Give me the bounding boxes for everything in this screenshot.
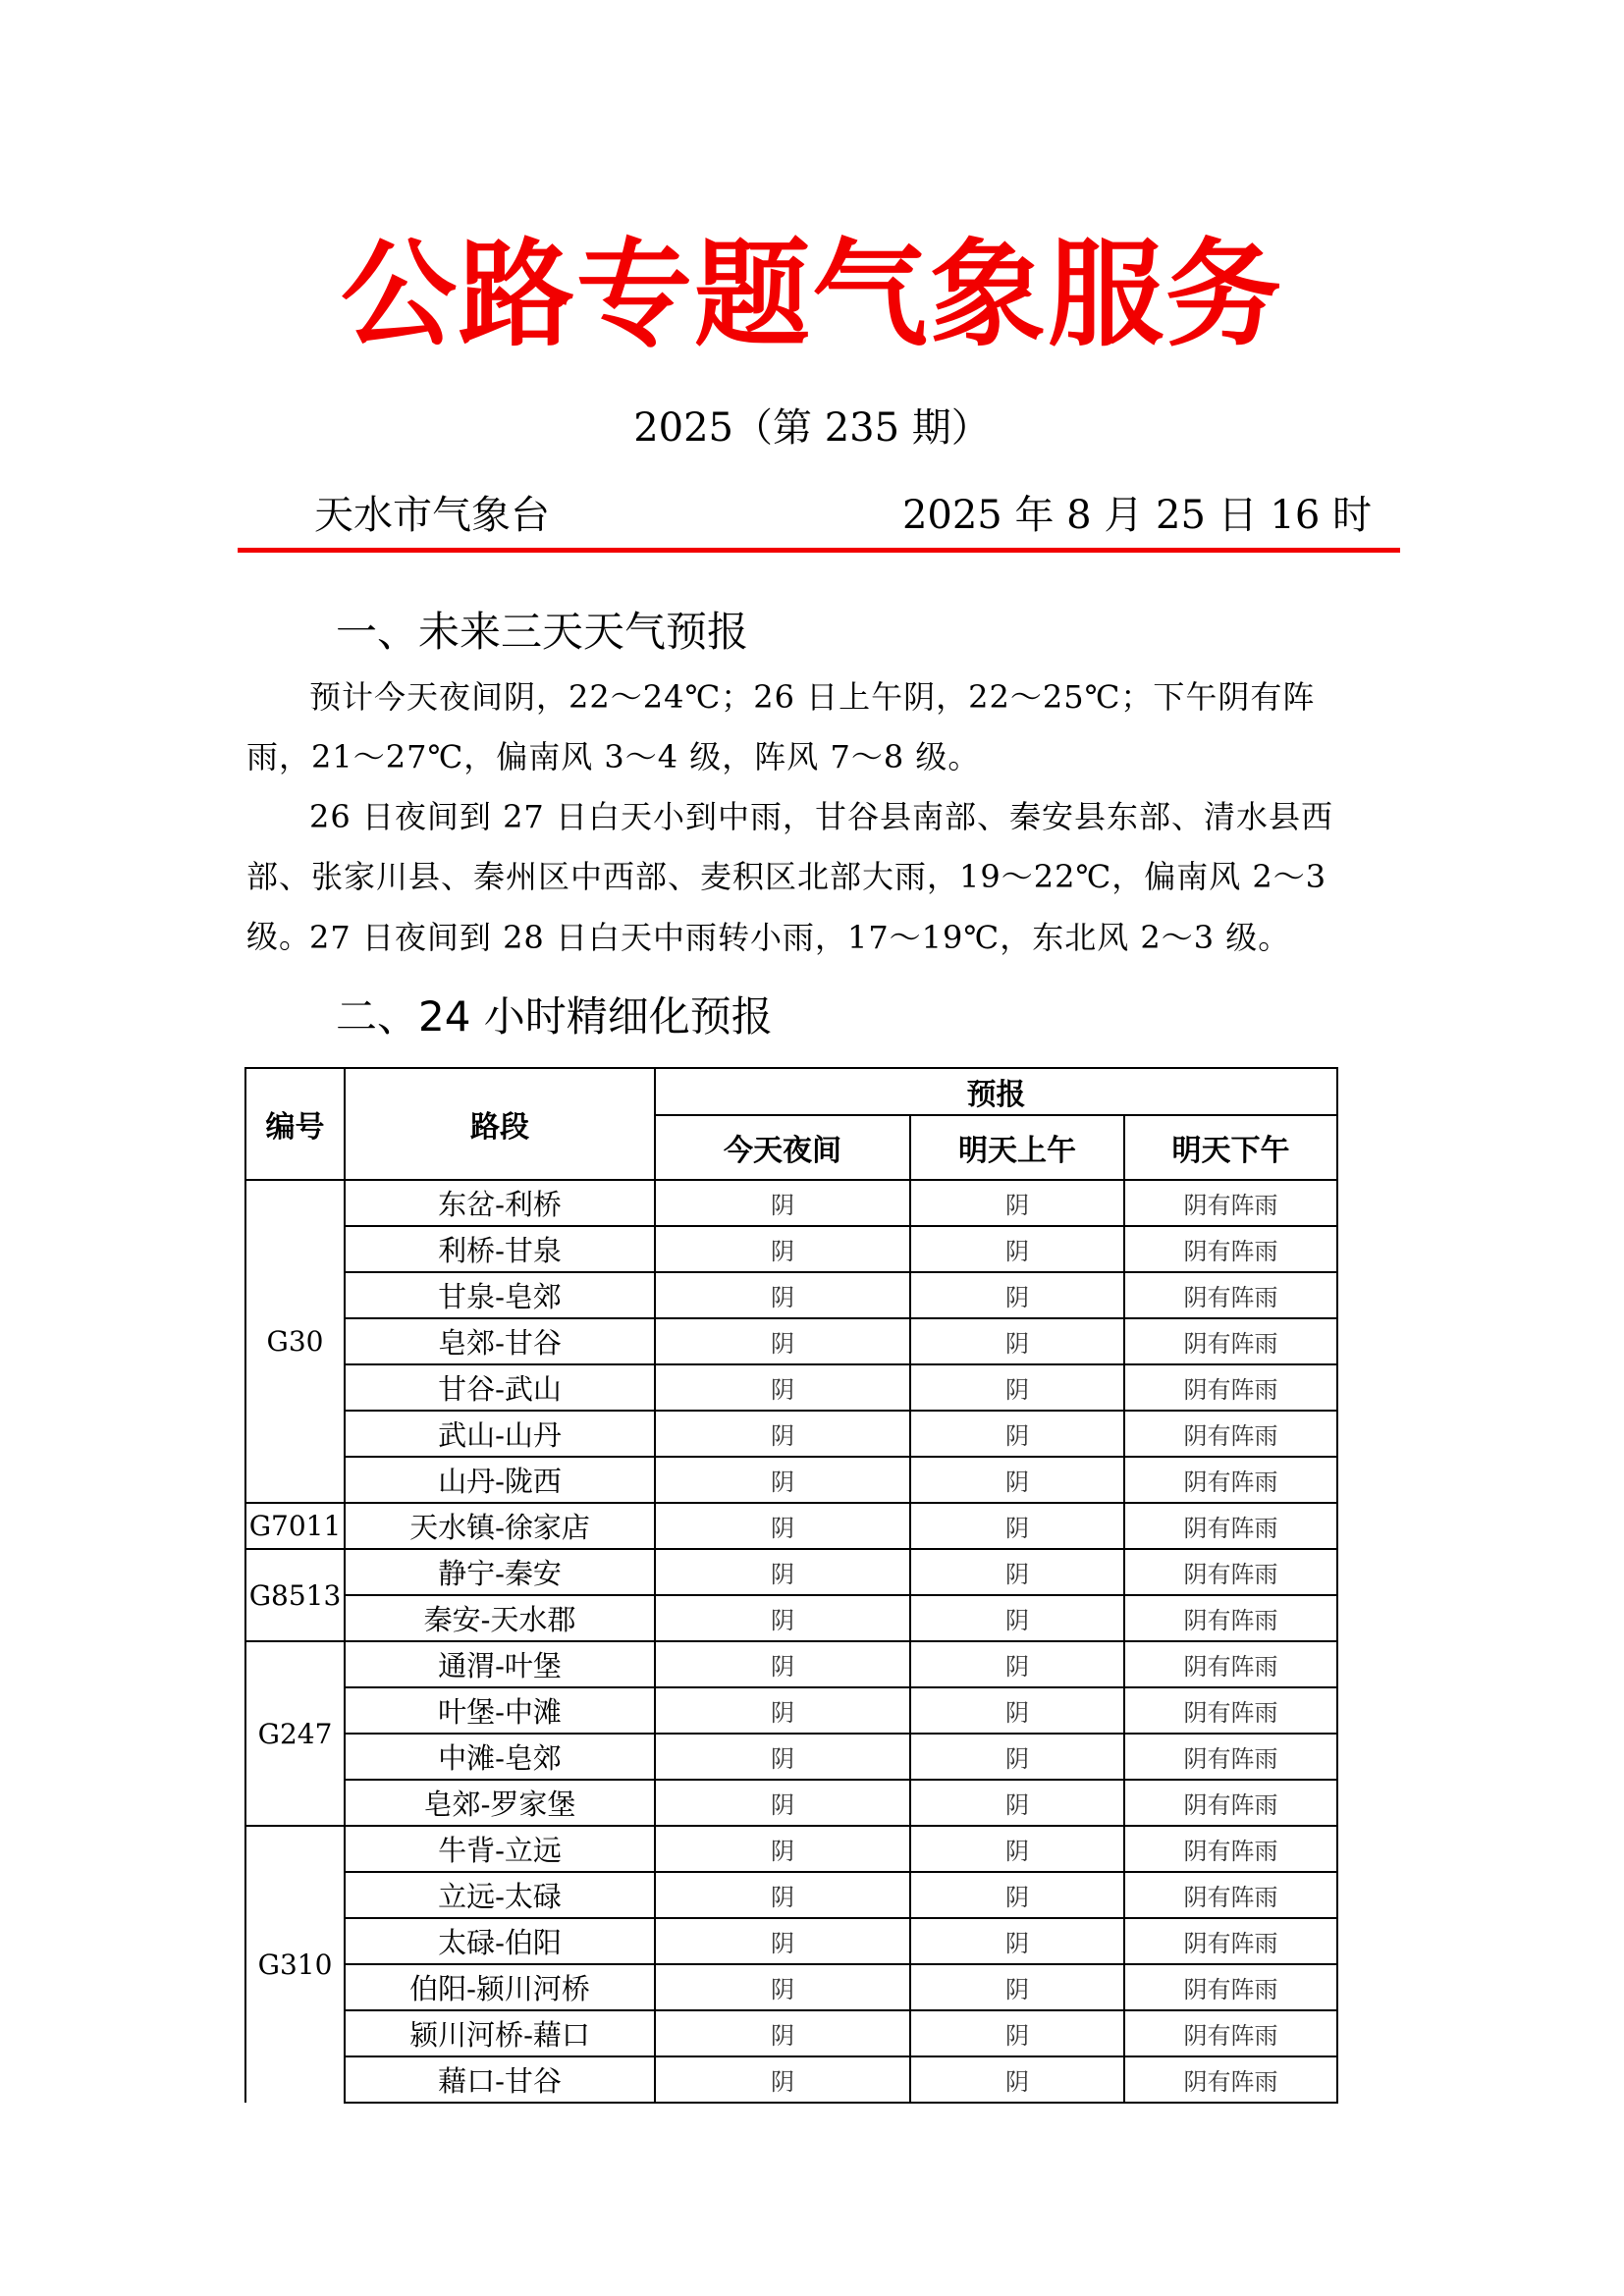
road-segment: 中滩-皂郊: [345, 1734, 655, 1780]
weather-tomorrow-am: 阴: [910, 1780, 1124, 1826]
weather-tomorrow-am: 阴: [910, 1503, 1124, 1549]
weather-tonight: 阴: [655, 2056, 910, 2103]
column-header-code: 编号: [245, 1068, 345, 1180]
weather-tomorrow-am: 阴: [910, 1964, 1124, 2010]
weather-tonight: 阴: [655, 1503, 910, 1549]
weather-tomorrow-am: 阴: [910, 1872, 1124, 1918]
weather-tomorrow-am: 阴: [910, 1226, 1124, 1272]
table-row: [245, 1872, 1337, 1918]
column-header-tomorrow-pm: 明天下午: [1124, 1115, 1337, 1180]
road-segment: 静宁-秦安: [345, 1549, 655, 1595]
table-row: [245, 1364, 1337, 1411]
weather-tomorrow-pm: 阴有阵雨: [1124, 1318, 1337, 1364]
weather-tonight: 阴: [655, 1180, 910, 1226]
section-heading-forecast-24h: 二、24 小时精细化预报: [336, 992, 773, 1041]
table-row: [245, 1226, 1337, 1272]
road-segment: 皂郊-罗家堡: [345, 1780, 655, 1826]
weather-tonight: 阴: [655, 1595, 910, 1641]
weather-tomorrow-pm: 阴有阵雨: [1124, 2056, 1337, 2103]
weather-tomorrow-am: 阴: [910, 1549, 1124, 1595]
weather-tonight: 阴: [655, 1411, 910, 1457]
column-header-forecast: 预报: [655, 1068, 1337, 1115]
weather-tonight: 阴: [655, 1457, 910, 1503]
table-row: [245, 1318, 1337, 1364]
table-row: [245, 1457, 1337, 1503]
table-row: [245, 1964, 1337, 2010]
weather-tomorrow-pm: 阴有阵雨: [1124, 1411, 1337, 1457]
weather-tonight: 阴: [655, 1918, 910, 1964]
route-code: G30: [245, 1180, 345, 1503]
weather-tomorrow-am: 阴: [910, 1687, 1124, 1734]
document-title: 公路专题气象服务: [340, 226, 1283, 362]
forecast-paragraph: 预计今天夜间阴，22～24℃；26 日上午阴，22～25℃；下午阴有阵雨，21～27℃，偏南风 3～4 级，阵风 7～8 级。: [246, 678, 1316, 775]
forecast-table-body: [245, 1180, 1337, 2103]
weather-tomorrow-pm: 阴有阵雨: [1124, 1549, 1337, 1595]
route-code: G7011: [245, 1503, 345, 1549]
road-segment: 叶堡-中滩: [345, 1687, 655, 1734]
weather-tomorrow-pm: 阴有阵雨: [1124, 1687, 1337, 1734]
table-row: [245, 1272, 1337, 1318]
weather-tonight: 阴: [655, 1687, 910, 1734]
weather-tomorrow-pm: 阴有阵雨: [1124, 1180, 1337, 1226]
weather-tomorrow-am: 阴: [910, 1318, 1124, 1364]
weather-tonight: 阴: [655, 1641, 910, 1687]
forecast-table: [244, 1067, 1338, 2104]
weather-tomorrow-am: 阴: [910, 1641, 1124, 1687]
weather-tomorrow-am: 阴: [910, 2056, 1124, 2103]
road-segment: 甘谷-武山: [345, 1364, 655, 1411]
weather-tonight: 阴: [655, 1964, 910, 2010]
weather-tomorrow-pm: 阴有阵雨: [1124, 1918, 1337, 1964]
road-segment: 天水镇-徐家店: [345, 1503, 655, 1549]
route-code: G247: [245, 1641, 345, 1826]
weather-tomorrow-pm: 阴有阵雨: [1124, 1964, 1337, 2010]
weather-tomorrow-am: 阴: [910, 1180, 1124, 1226]
weather-tomorrow-pm: 阴有阵雨: [1124, 1457, 1337, 1503]
road-segment: 藉口-甘谷: [345, 2056, 655, 2103]
weather-tonight: 阴: [655, 1226, 910, 1272]
weather-tomorrow-pm: 阴有阵雨: [1124, 1364, 1337, 1411]
weather-tonight: 阴: [655, 1872, 910, 1918]
weather-tonight: 阴: [655, 1318, 910, 1364]
table-row: [245, 1734, 1337, 1780]
weather-tonight: 阴: [655, 1734, 910, 1780]
weather-tonight: 阴: [655, 1272, 910, 1318]
weather-tomorrow-pm: 阴有阵雨: [1124, 1826, 1337, 1872]
weather-tomorrow-am: 阴: [910, 1826, 1124, 1872]
weather-tonight: 阴: [655, 1549, 910, 1595]
table-row: [245, 1503, 1337, 1549]
section-heading-forecast-3day: 一、未来三天天气预报: [336, 608, 749, 656]
table-row: [245, 1687, 1337, 1734]
weather-tomorrow-pm: 阴有阵雨: [1124, 1226, 1337, 1272]
forecast-paragraph: 27 日夜间到 28 日白天中雨转小雨，17～19℃，东北风 2～3 级。: [309, 919, 1291, 956]
route-code: G310: [245, 1826, 345, 2103]
table-row: [245, 1411, 1337, 1457]
weather-tomorrow-am: 阴: [910, 1411, 1124, 1457]
table-row: [245, 1180, 1337, 1226]
issue-number: 2025（第 235 期）: [633, 405, 991, 451]
weather-tomorrow-am: 阴: [910, 1734, 1124, 1780]
weather-tonight: 阴: [655, 2010, 910, 2056]
weather-tomorrow-pm: 阴有阵雨: [1124, 1503, 1337, 1549]
weather-tomorrow-pm: 阴有阵雨: [1124, 1595, 1337, 1641]
weather-tonight: 阴: [655, 1364, 910, 1411]
forecast-paragraph: 26 日夜间到 27 日白天小到中雨，甘谷县南部、秦安县东部、清水县西部、张家川县、秦州区中西部、麦积区北部大雨，19～22℃，偏南风 2～3 级。: [246, 798, 1333, 955]
weather-tonight: 阴: [655, 1826, 910, 1872]
issuer-name: 天水市气象台: [314, 493, 550, 538]
road-segment: 立远-太碌: [345, 1872, 655, 1918]
table-row: [245, 2056, 1337, 2103]
road-segment: 太碌-伯阳: [345, 1918, 655, 1964]
weather-tomorrow-am: 阴: [910, 1272, 1124, 1318]
column-header-segment: 路段: [345, 1068, 655, 1180]
table-row: [245, 1780, 1337, 1826]
road-segment: 利桥-甘泉: [345, 1226, 655, 1272]
road-segment: 山丹-陇西: [345, 1457, 655, 1503]
weather-tomorrow-pm: 阴有阵雨: [1124, 1272, 1337, 1318]
weather-tomorrow-pm: 阴有阵雨: [1124, 1872, 1337, 1918]
road-segment: 甘泉-皂郊: [345, 1272, 655, 1318]
table-row: [245, 1595, 1337, 1641]
table-row: [245, 1641, 1337, 1687]
column-header-tomorrow-am: 明天上午: [910, 1115, 1124, 1180]
weather-tomorrow-am: 阴: [910, 1457, 1124, 1503]
table-row: [245, 1549, 1337, 1595]
road-segment: 牛背-立远: [345, 1826, 655, 1872]
table-row: [245, 1918, 1337, 1964]
column-header-tonight: 今天夜间: [655, 1115, 910, 1180]
road-segment: 通渭-叶堡: [345, 1641, 655, 1687]
issue-date: 2025 年 8 月 25 日 16 时: [901, 493, 1372, 538]
weather-tomorrow-am: 阴: [910, 1595, 1124, 1641]
route-code: G8513: [245, 1549, 345, 1641]
weather-tonight: 阴: [655, 1780, 910, 1826]
weather-tomorrow-am: 阴: [910, 1364, 1124, 1411]
road-segment: 伯阳-颍川河桥: [345, 1964, 655, 2010]
road-segment: 皂郊-甘谷: [345, 1318, 655, 1364]
road-segment: 东岔-利桥: [345, 1180, 655, 1226]
weather-tomorrow-pm: 阴有阵雨: [1124, 2010, 1337, 2056]
header-divider: [238, 548, 1400, 553]
weather-tomorrow-pm: 阴有阵雨: [1124, 1641, 1337, 1687]
weather-tomorrow-pm: 阴有阵雨: [1124, 1780, 1337, 1826]
table-row: [245, 1826, 1337, 1872]
table-row: [245, 2010, 1337, 2056]
road-segment: 颍川河桥-藉口: [345, 2010, 655, 2056]
weather-tomorrow-am: 阴: [910, 1918, 1124, 1964]
road-segment: 秦安-天水郡: [345, 1595, 655, 1641]
weather-tomorrow-pm: 阴有阵雨: [1124, 1734, 1337, 1780]
road-segment: 武山-山丹: [345, 1411, 655, 1457]
weather-tomorrow-am: 阴: [910, 2010, 1124, 2056]
